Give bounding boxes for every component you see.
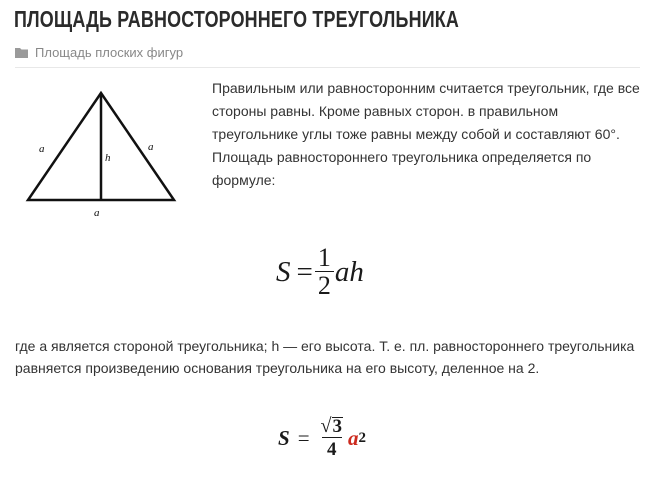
page-title: ПЛОЩАДЬ РАВНОСТОРОННЕГО ТРЕУГОЛЬНИКА — [14, 6, 459, 32]
area-formula-height — [276, 240, 364, 304]
formula2-lhs: S — [278, 425, 290, 450]
divider — [15, 67, 640, 68]
label-side-right: a — [148, 141, 154, 153]
label-side-bottom: a — [94, 207, 100, 219]
area-formula-side — [278, 410, 366, 466]
formula2-exponent: 2 — [358, 429, 367, 446]
category-link[interactable]: Площадь плоских фигур — [35, 45, 184, 60]
explanation-paragraph: где а является стороной треугольника; h — его высота. Т. е. пл. равностороннего треугольника равняется произведению основания треугольника на его высоту, деленное на 2. — [15, 338, 635, 376]
formula2-equals: = — [297, 425, 310, 450]
formula1-numerator: 1 — [317, 242, 331, 272]
post-meta — [15, 45, 183, 60]
formula1-lhs: S — [276, 255, 291, 288]
formula2-variable: a — [348, 425, 359, 450]
label-height: h — [105, 152, 111, 164]
formula2-fraction — [318, 416, 346, 461]
formula2-radicand: 3 — [332, 415, 343, 437]
label-side-left: a — [39, 143, 45, 155]
triangle-figure — [22, 82, 182, 222]
formula1-rhs: ah — [334, 255, 364, 288]
formula2-numerator — [318, 416, 346, 437]
formula2-denominator: 4 — [322, 437, 342, 461]
intro-paragraph: Правильным или равносторонним считается треугольник, где все стороны равны. Кроме равных сторон. в правильном треугольнике углы тоже равны между собой и составляют 60°. Площадь равностороннего треугольника определяется по формуле: — [212, 80, 640, 188]
folder-icon — [15, 47, 28, 58]
formula1-fraction — [315, 242, 334, 300]
sqrt-icon: √ — [320, 414, 332, 437]
formula1-denominator: 2 — [315, 271, 334, 300]
formula1-equals: = — [296, 255, 313, 288]
